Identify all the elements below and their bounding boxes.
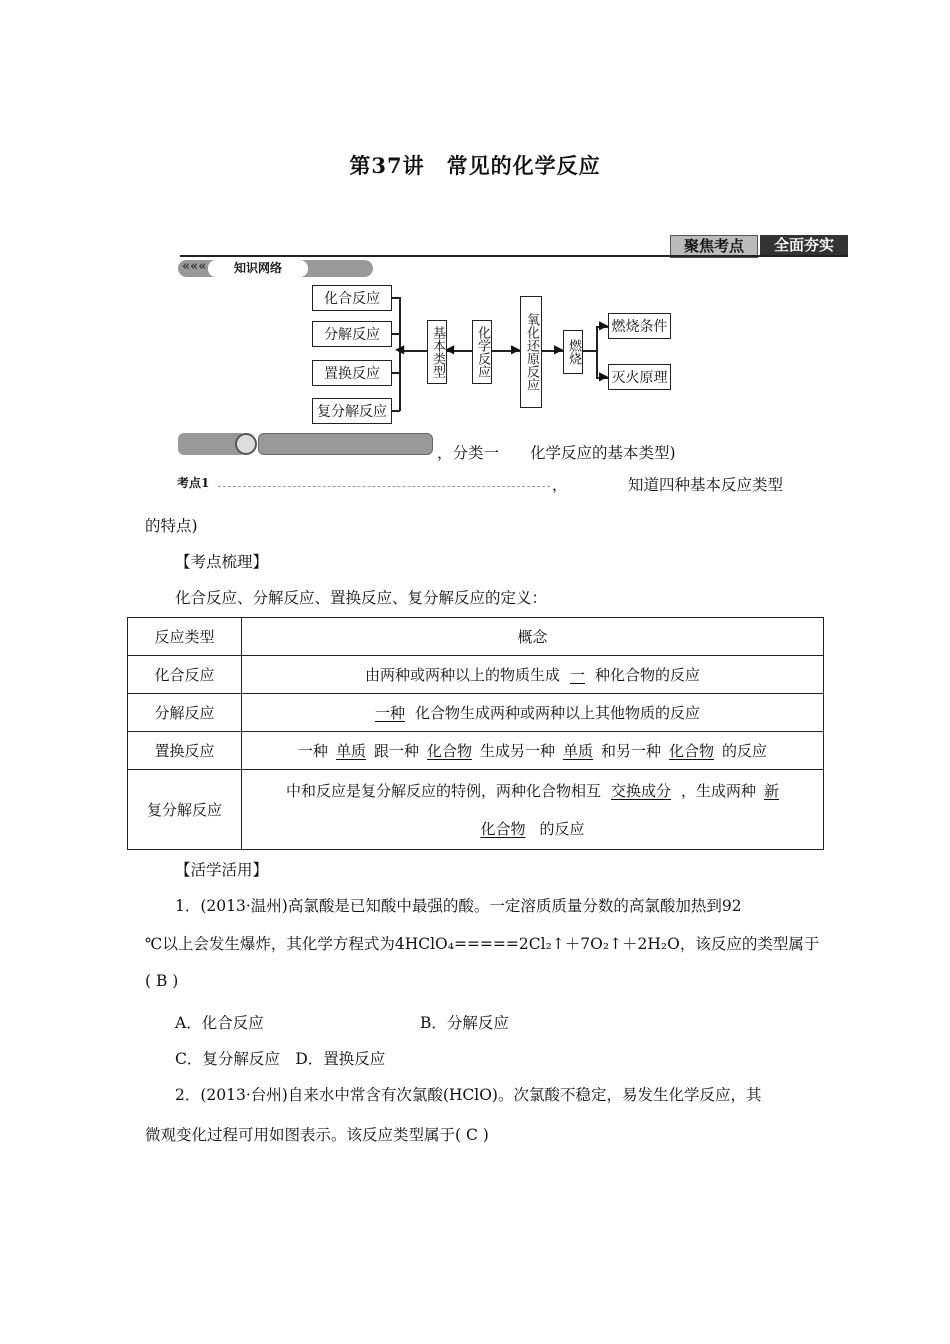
intro-text: 化合反应、分解反应、置换反应、复分解反应的定义： [175,589,548,607]
table-row: 化合反应 由两种或两种以上的物质生成 一 种化合物的反应 [128,656,824,694]
knowledge-net-banner [178,260,373,277]
knowledge-net-label: 知识网络 [208,260,308,277]
table-header-concept: 概念 [242,618,824,656]
box-double-decomposition: 复分解反应 [312,398,392,424]
header-rule [180,255,848,257]
arrow-left-icon: ◀ [445,342,455,356]
box-combustion: 燃烧 [563,330,583,374]
q1-option-cd: C．复分解反应 D．置换反应 [175,1050,386,1068]
kaodian-text-cont: 的特点) [145,517,198,535]
q1-line1: 1．(2013·温州)高氯酸是已知酸中最强的酸。一定溶质质量分数的高氯酸加热到92 [175,897,742,915]
arrow-right-icon: ▶ [554,342,564,356]
header-tag-solid: 全面夯实 [760,235,848,256]
classify-text: ，分类一 化学反应的基本类型) [437,444,676,462]
kaodian-label: 考点1 [177,476,210,490]
page-title: 第37讲 常见的化学反应 [349,153,601,178]
arrow-right-icon: ▶ [599,369,609,383]
table-row: 分解反应 一种 化合物生成两种或两种以上其他物质的反应 [128,694,824,732]
q1-line2: ℃以上会发生爆炸，其化学方程式为4HClO₄=====2Cl₂↑＋7O₂↑＋2H₂O，该反应的类型属于 [145,935,820,953]
table-header-type: 反应类型 [128,618,242,656]
box-combination: 化合反应 [312,285,392,311]
arrow-right-icon: ▶ [511,342,521,356]
box-decomposition: 分解反应 [312,321,392,347]
dashed-rule [218,486,550,487]
table-row: 复分解反应 中和反应是复分解反应的特例，两种化合物相互 交换成分 ，生成两种 新 化合物 的反应 [128,770,824,850]
box-extinguish: 灭火原理 [608,364,671,390]
clip-icon [235,433,257,455]
box-chemical-reaction: 化学反应 [472,320,492,384]
fan-icon: ««« [182,259,207,274]
review-heading: 【考点梳理】 [175,553,269,571]
table-row: 置换反应 一种 单质 跟一种 化合物 生成另一种 单质 和另一种 化合物 的反应 [128,732,824,770]
box-redox: 氧化还原反应 [520,296,542,408]
q2-line2: 微观变化过程可用如图表示。该反应类型属于( C ) [145,1126,489,1144]
section-banner-right [258,433,433,455]
arrow-left-icon: ◀ [395,342,405,356]
q2-line1: 2．(2013·台州)自来水中常含有次氯酸(HClO)。次氯酸不稳定，易发生化学反应，其 [175,1086,762,1104]
box-combustion-conditions: 燃烧条件 [608,313,671,339]
practice-heading: 【活学活用】 [175,861,269,879]
q1-line3: ( B ) [145,972,179,990]
q1-option-b: B．分解反应 [420,1014,509,1032]
arrow-right-icon: ▶ [599,318,609,332]
box-displacement: 置换反应 [312,360,392,386]
q1-option-a: A．化合反应 [175,1014,264,1032]
reaction-table [127,617,824,850]
kaodian-text: 知道四种基本反应类型 [628,476,784,494]
box-basic-types: 基本类型 [427,320,447,384]
header-tag-focus: 聚焦考点 [670,235,758,258]
